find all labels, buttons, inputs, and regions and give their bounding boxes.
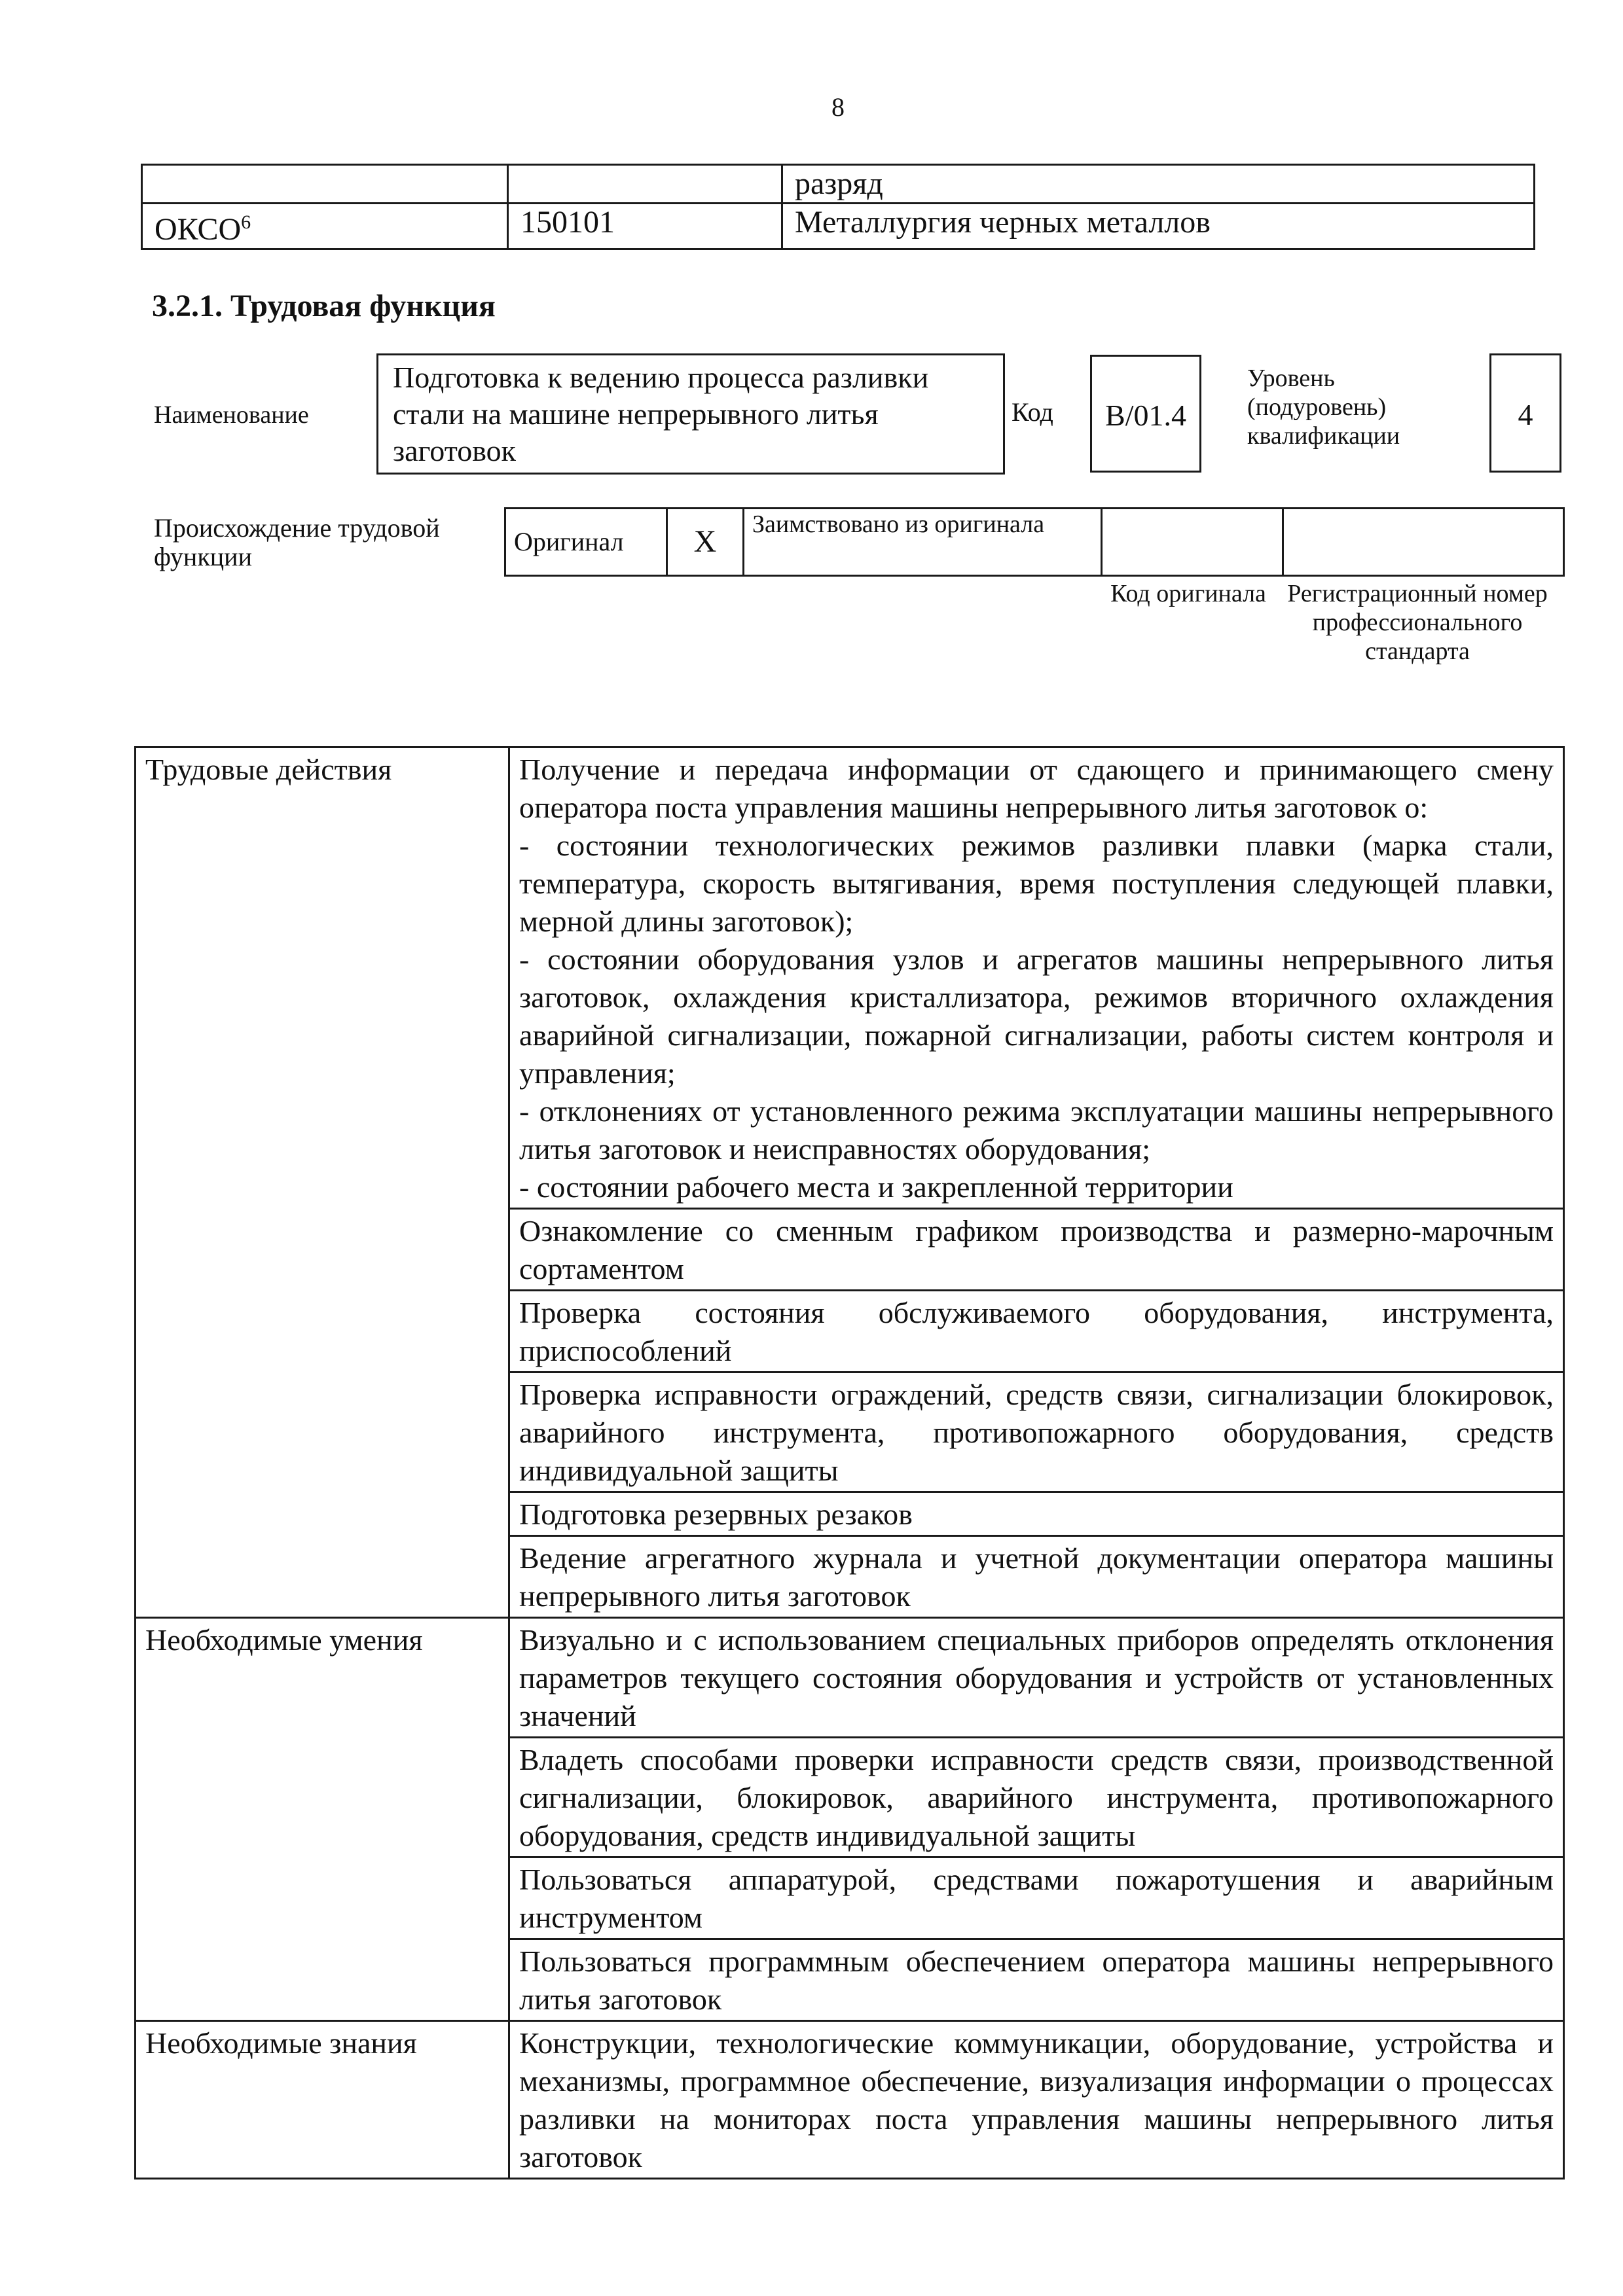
action-cell-6: Ведение агрегатного журнала и учетной документации оператора машины непрерывного литья заготовок bbox=[509, 1536, 1564, 1618]
knowledge-header: Необходимые знания bbox=[136, 2021, 509, 2179]
okso-row-code bbox=[142, 204, 1535, 249]
action-1-line-5: - состоянии рабочего места и закрепленной территории bbox=[519, 1170, 1233, 1204]
level-label: Уровень (подуровень) квалификации bbox=[1247, 365, 1400, 450]
origin-label: Происхождение трудовой функции bbox=[154, 513, 440, 571]
action-cell-4: Проверка исправности ограждений, средств связи, сигнализации блокировок, аварийного инструмента, противопожарного оборудования, средств индивидуальной защиты bbox=[509, 1372, 1564, 1492]
action-1-line-3: - состоянии оборудования узлов и агрегатов машины непрерывного литья заготовок, охлаждения кристаллизатора, режимов вторичного охлаждения аварийной сигнализации, пожарной сигнализации, работы систем контроля и управления; bbox=[519, 942, 1554, 1090]
okso-row1-col3: разряд bbox=[782, 165, 1535, 204]
okso-name: Металлургия черных металлов bbox=[782, 204, 1535, 249]
action-1-line-1: Получение и передача информации от сдающего и принимающего смену оператора поста управления машины непрерывного литья заготовок о: bbox=[519, 753, 1554, 824]
okso-label bbox=[142, 204, 508, 249]
code-value-box: В/01.4 bbox=[1090, 355, 1201, 473]
borrowed-label: Заимствовано из оригинала bbox=[744, 509, 1102, 576]
labor-function-table bbox=[134, 746, 1565, 2179]
actions-header: Трудовые действия bbox=[136, 747, 509, 1618]
action-cell-5: Подготовка резервных резаков bbox=[509, 1492, 1564, 1536]
action-1-line-2: - состоянии технологических режимов разливки плавки (марка стали, температура, скорость вытягивания, время поступления следующей плавки, мерной длины заготовок); bbox=[519, 829, 1554, 938]
skill-cell-3: Пользоваться аппаратурой, средствами пожаротушения и аварийным инструментом bbox=[509, 1857, 1564, 1939]
skill-cell-2: Владеть способами проверки исправности средств связи, производственной сигнализации, блокировок, аварийного инструмента, противопожарного оборудования, средств индивидуальной защиты bbox=[509, 1738, 1564, 1857]
skill-cell-1: Визуально и с использованием специальных приборов определять отклонения параметров текущего состояния оборудования и устройств от установленных значений bbox=[509, 1618, 1564, 1738]
okso-row1-col2 bbox=[508, 165, 782, 204]
action-cell-3: Проверка состояния обслуживаемого оборудования, инструмента, приспособлений bbox=[509, 1291, 1564, 1372]
okso-label-text: ОКСО bbox=[155, 212, 242, 247]
action-cell-1 bbox=[509, 747, 1564, 1209]
actions-row-1 bbox=[136, 747, 1564, 1209]
action-1-line-4: - отклонениях от установленного режима эксплуатации машины непрерывного литья заготовок и неисправностях оборудования; bbox=[519, 1094, 1554, 1166]
level-value-box: 4 bbox=[1489, 353, 1561, 473]
section-heading: 3.2.1. Трудовая функция bbox=[152, 289, 496, 323]
original-mark: X bbox=[667, 509, 744, 576]
page-number: 8 bbox=[831, 92, 845, 122]
reg-number-caption: Регистрационный номер профессионального стандарта bbox=[1287, 580, 1548, 665]
skills-header: Необходимые умения bbox=[136, 1618, 509, 2021]
okso-row1-col1 bbox=[142, 165, 508, 204]
original-code-cell bbox=[1102, 509, 1283, 576]
okso-row-rank bbox=[142, 165, 1535, 204]
action-cell-2: Ознакомление со сменным графиком производства и размерно-марочным сортаментом bbox=[509, 1209, 1564, 1291]
okso-code: 150101 bbox=[508, 204, 782, 249]
skill-cell-4: Пользоваться программным обеспечением оператора машины непрерывного литья заготовок bbox=[509, 1939, 1564, 2021]
reg-number-cell bbox=[1283, 509, 1564, 576]
code-label: Код bbox=[1012, 397, 1053, 427]
function-name-box: Подготовка к ведению процесса разливки стали на машине непрерывного литья заготовок bbox=[376, 353, 1005, 475]
origin-row bbox=[505, 509, 1564, 576]
knowledge-cell-1: Конструкции, технологические коммуникации, оборудование, устройства и механизмы, программное обеспечение, визуализация информации о процессах разливки на мониторах поста управления машины непрерывного литья заготовок bbox=[509, 2021, 1564, 2179]
origin-table bbox=[504, 507, 1565, 577]
name-label: Наименование bbox=[154, 401, 309, 429]
skills-row-1 bbox=[136, 1618, 1564, 1738]
knowledge-row-1 bbox=[136, 2021, 1564, 2179]
original-code-caption: Код оригинала bbox=[1110, 580, 1266, 607]
okso-footnote-mark: 6 bbox=[241, 211, 251, 233]
original-label: Оригинал bbox=[505, 509, 667, 576]
okso-table bbox=[141, 164, 1535, 250]
